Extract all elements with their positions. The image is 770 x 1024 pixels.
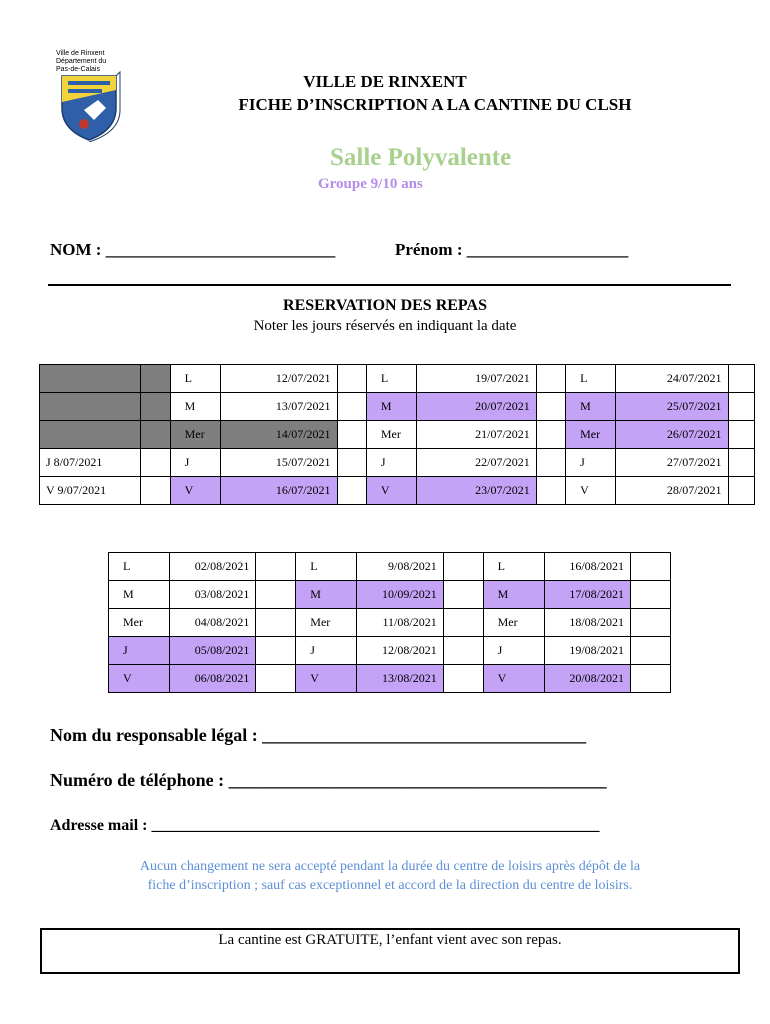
day-label: L <box>483 553 544 581</box>
notice-text <box>50 857 730 895</box>
day-label: M <box>566 393 616 421</box>
table-row <box>109 553 671 581</box>
logo-line: Ville de Rinxent <box>56 50 105 57</box>
date-cell: 11/08/2021 <box>357 609 443 637</box>
july-reservation-table <box>39 364 755 505</box>
reservation-checkbox[interactable] <box>728 393 754 421</box>
date-cell: 19/07/2021 <box>416 365 536 393</box>
date-cell: 04/08/2021 <box>169 609 255 637</box>
reservation-checkbox[interactable] <box>536 365 565 393</box>
reservation-checkbox[interactable] <box>728 421 754 449</box>
date-cell: 06/08/2021 <box>169 665 255 693</box>
reservation-instructions: Noter les jours réservés en indiquant la date <box>253 318 517 334</box>
reservation-checkbox[interactable] <box>256 665 296 693</box>
date-cell: 12/08/2021 <box>357 637 443 665</box>
reservation-checkbox[interactable] <box>728 365 754 393</box>
day-label: V <box>483 665 544 693</box>
group-label: Groupe 9/10 ans <box>318 176 423 192</box>
date-cell: 16/07/2021 <box>220 477 337 505</box>
telephone-field[interactable]: Numéro de téléphone : __________________________________________ <box>50 770 607 790</box>
table-row <box>109 637 671 665</box>
pre-week-date: V 9/07/2021 <box>40 477 141 505</box>
reservation-checkbox <box>141 393 170 421</box>
day-label: L <box>566 365 616 393</box>
day-label: M <box>366 393 416 421</box>
date-cell: 22/07/2021 <box>416 449 536 477</box>
reservation-checkbox[interactable] <box>631 581 671 609</box>
reservation-checkbox[interactable] <box>631 609 671 637</box>
date-cell: 02/08/2021 <box>169 553 255 581</box>
day-label: Mer <box>109 609 170 637</box>
logo-caption <box>56 50 120 74</box>
date-cell: 20/07/2021 <box>416 393 536 421</box>
reservation-checkbox[interactable] <box>536 421 565 449</box>
pre-week-date <box>40 421 141 449</box>
date-cell: 24/07/2021 <box>615 365 728 393</box>
day-label: J <box>296 637 357 665</box>
day-label: Mer <box>566 421 616 449</box>
nom-field[interactable]: NOM : ___________________________ <box>50 240 336 259</box>
date-cell: 27/07/2021 <box>615 449 728 477</box>
reservation-checkbox[interactable] <box>536 449 565 477</box>
logo-line: Pas-de-Calais <box>56 66 100 73</box>
day-label: L <box>170 365 220 393</box>
date-cell: 25/07/2021 <box>615 393 728 421</box>
day-label: J <box>109 637 170 665</box>
reservation-checkbox[interactable] <box>337 449 366 477</box>
day-label: M <box>296 581 357 609</box>
reservation-checkbox[interactable] <box>141 477 170 505</box>
reservation-checkbox[interactable] <box>631 637 671 665</box>
reservation-checkbox[interactable] <box>256 637 296 665</box>
table-row <box>40 393 755 421</box>
notice-line: Aucun changement ne sera accepté pendant la durée du centre de loisirs après dépôt de la <box>139 859 641 874</box>
day-label: V <box>566 477 616 505</box>
prenom-field[interactable]: Prénom : ___________________ <box>395 240 629 259</box>
reservation-checkbox[interactable] <box>443 581 483 609</box>
reservation-title: RESERVATION DES REPAS <box>283 297 487 314</box>
date-cell: 20/08/2021 <box>544 665 630 693</box>
reservation-checkbox[interactable] <box>337 477 366 505</box>
pre-week-date: J 8/07/2021 <box>40 449 141 477</box>
day-label: M <box>109 581 170 609</box>
pre-week-date <box>40 365 141 393</box>
day-label: L <box>296 553 357 581</box>
day-label: L <box>366 365 416 393</box>
table-row <box>40 365 755 393</box>
day-label: J <box>170 449 220 477</box>
date-cell: 17/08/2021 <box>544 581 630 609</box>
reservation-checkbox[interactable] <box>536 393 565 421</box>
reservation-checkbox[interactable] <box>337 393 366 421</box>
date-cell: 10/09/2021 <box>357 581 443 609</box>
date-cell: 26/07/2021 <box>615 421 728 449</box>
day-label: V <box>366 477 416 505</box>
reservation-checkbox[interactable] <box>443 665 483 693</box>
table-row <box>109 665 671 693</box>
email-field[interactable]: Adresse mail : ________________________________________________________ <box>50 817 600 834</box>
day-label: J <box>566 449 616 477</box>
reservation-checkbox[interactable] <box>256 581 296 609</box>
date-cell: 14/07/2021 <box>220 421 337 449</box>
august-reservation-table <box>108 552 671 693</box>
date-cell: 18/08/2021 <box>544 609 630 637</box>
day-label: V <box>170 477 220 505</box>
reservation-checkbox[interactable] <box>141 449 170 477</box>
day-label: M <box>170 393 220 421</box>
day-label: V <box>296 665 357 693</box>
day-label: Mer <box>170 421 220 449</box>
page-subtitle: FICHE D’INSCRIPTION A LA CANTINE DU CLSH <box>238 95 632 114</box>
reservation-checkbox[interactable] <box>631 665 671 693</box>
date-cell: 13/08/2021 <box>357 665 443 693</box>
date-cell: 23/07/2021 <box>416 477 536 505</box>
date-cell: 16/08/2021 <box>544 553 630 581</box>
footer-text: La cantine est GRATUITE, l’enfant vient avec son repas. <box>218 932 562 948</box>
reservation-checkbox[interactable] <box>443 637 483 665</box>
reservation-checkbox[interactable] <box>256 553 296 581</box>
pre-week-date <box>40 393 141 421</box>
reservation-checkbox[interactable] <box>728 477 754 505</box>
reservation-checkbox[interactable] <box>337 365 366 393</box>
date-cell: 05/08/2021 <box>169 637 255 665</box>
day-label: J <box>366 449 416 477</box>
table-row <box>40 477 755 505</box>
page-title: VILLE DE RINXENT <box>303 72 467 91</box>
date-cell: 12/07/2021 <box>220 365 337 393</box>
day-label: J <box>483 637 544 665</box>
reservation-checkbox <box>141 421 170 449</box>
reservation-checkbox[interactable] <box>443 609 483 637</box>
venue-title: Salle Polyvalente <box>330 144 512 171</box>
date-cell: 21/07/2021 <box>416 421 536 449</box>
reservation-checkbox[interactable] <box>536 477 565 505</box>
day-label: Mer <box>483 609 544 637</box>
day-label: Mer <box>296 609 357 637</box>
date-cell: 9/08/2021 <box>357 553 443 581</box>
divider <box>48 284 731 286</box>
reservation-checkbox[interactable] <box>256 609 296 637</box>
date-cell: 28/07/2021 <box>615 477 728 505</box>
table-row <box>109 609 671 637</box>
date-cell: 19/08/2021 <box>544 637 630 665</box>
day-label: L <box>109 553 170 581</box>
reservation-checkbox[interactable] <box>631 553 671 581</box>
notice-line: fiche d’inscription ; sauf cas exceptionnel et accord de la direction du centre de loisirs. <box>147 878 633 893</box>
table-row <box>40 421 755 449</box>
day-label: M <box>483 581 544 609</box>
day-label: Mer <box>366 421 416 449</box>
reservation-checkbox[interactable] <box>728 449 754 477</box>
table-row <box>40 449 755 477</box>
date-cell: 13/07/2021 <box>220 393 337 421</box>
day-label: V <box>109 665 170 693</box>
table-row <box>109 581 671 609</box>
logo-line: Département du <box>56 58 107 65</box>
date-cell: 15/07/2021 <box>220 449 337 477</box>
reservation-checkbox[interactable] <box>443 553 483 581</box>
reservation-checkbox[interactable] <box>337 421 366 449</box>
reservation-checkbox <box>141 365 170 393</box>
date-cell: 03/08/2021 <box>169 581 255 609</box>
responsable-field[interactable]: Nom du responsable légal : ____________________________________ <box>50 725 587 745</box>
